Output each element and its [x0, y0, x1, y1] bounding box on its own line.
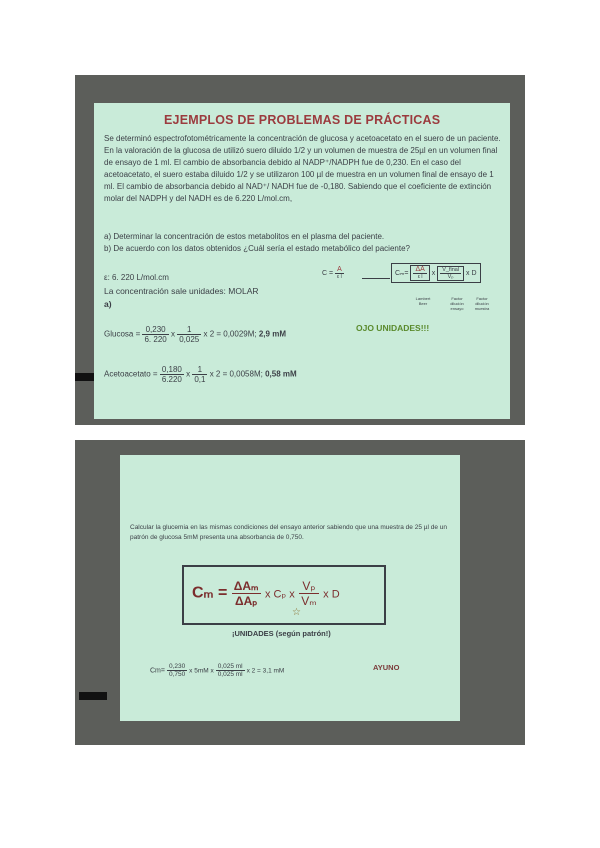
epsilon-value: ε: 6. 220 L/mol.cm — [104, 273, 169, 282]
glucosa-calc — [104, 325, 286, 344]
problem-statement: Se determinó espectrofotométricamente la concentración de glucosa y acetoacetato en el suero de un paciente. En la valoración de la glucosa de utilizó suero diluido 1/2 y un volumen de muestra de 25µl en un volumen final de ensayo de 1 ml. El cambio de absorbancia debido al NADP⁺/NADPH fue de 0,230. En el caso del acetoacetato, el suero estaba diluido 1/2 y se utilizaron 100 µl de muestra en un volumen final de ensayo de 1 ml. El cambio de absorbancia debido al NAD⁺/ NADH fue de -0,180. Sabiendo que el coeficiente de extinción molar del NADPH y del NADH es de 6.220 L/mol.cm, — [104, 134, 501, 203]
aceto-n2: 1 — [192, 365, 207, 375]
box-times: x — [431, 269, 436, 277]
box-fraction-2 — [437, 266, 464, 281]
formula-num2: Vₚ — [299, 579, 318, 594]
arrow-line — [362, 278, 390, 279]
ayuno-label: AYUNO — [373, 663, 400, 672]
calc-tail: x 2 = 3,1 mM — [246, 667, 285, 675]
box-den: ε l — [417, 274, 423, 280]
beer-lhs: C = — [322, 269, 334, 277]
slide-2 — [120, 455, 460, 721]
box-vnum: V_final — [442, 266, 460, 273]
beer-num: A — [335, 266, 344, 274]
aceto-tail: x 2 = 0,0058M; — [209, 369, 263, 379]
ojo-unidades: OJO UNIDADES!!! — [356, 323, 430, 333]
aceto-label: Acetoacetato = — [104, 369, 158, 379]
aceto-frac-1 — [160, 365, 184, 384]
aceto-n1: 0,180 — [161, 365, 182, 374]
beer-formula — [322, 266, 344, 280]
formula-mid: x Cₚ x — [265, 588, 295, 601]
glucosa-tail: x 2 = 0,0029M; — [203, 329, 257, 339]
formula-frac-1 — [232, 579, 261, 608]
star-icon: ☆ — [292, 607, 301, 618]
part-a-label: a) — [104, 299, 112, 309]
question-a: a) Determinar la concentración de estos metabolitos en el plasma del paciente. — [104, 232, 385, 241]
aceto-d2: 0,1 — [194, 375, 206, 384]
glucosa-x1: x — [170, 329, 175, 339]
glucosa-frac-2 — [177, 325, 201, 344]
aceto-frac-2 — [192, 365, 207, 384]
units-note-text: La concentración sale unidades: MOLAR — [104, 286, 259, 296]
formula-num1: ΔAₘ — [233, 579, 259, 593]
aceto-x1: x — [186, 369, 191, 379]
calc-frac-2 — [216, 663, 245, 678]
glucosa-result: 2,9 mM — [258, 329, 286, 339]
glucosa-frac-1 — [142, 325, 168, 344]
label-dil-ensayo: Factor dilución ensayo — [450, 296, 464, 311]
glucosa-n2: 1 — [177, 325, 201, 335]
slide-title: EJEMPLOS DE PROBLEMAS DE PRÁCTICAS — [164, 113, 441, 127]
box-lhs: Cₘ= — [395, 269, 409, 277]
slide-photo-1 — [75, 75, 525, 425]
acetoacetato-calc — [104, 365, 297, 384]
beer-fraction — [335, 266, 344, 280]
corrected-formula-box — [391, 263, 481, 283]
aceto-result: 0,58 mM — [265, 369, 297, 379]
glucosa-d1: 6. 220 — [144, 335, 167, 344]
glucosa-n1: 0,230 — [142, 325, 168, 335]
formula-lhs: Cₘ = — [192, 584, 228, 602]
calc-frac-1 — [167, 663, 187, 678]
box-fraction-1 — [410, 265, 429, 281]
beer-den: ε l — [337, 274, 342, 280]
formula-tail: x D — [323, 588, 340, 601]
formula-frac-2 — [299, 579, 318, 608]
calc-n1: 0,230 — [168, 663, 186, 670]
glucemia-calc — [150, 663, 284, 678]
box-vden: Vₚ — [447, 273, 454, 280]
calc-lhs: Cm= — [150, 667, 165, 675]
slide-photo-2 — [75, 440, 525, 745]
units-note-2: ¡UNIDADES (según patrón!) — [232, 629, 331, 638]
calc-d2: 0,025 ml — [217, 671, 243, 678]
glucosa-d2: 0,025 — [179, 335, 200, 344]
aceto-d1: 6.220 — [161, 375, 182, 384]
box-tail: x D — [466, 269, 477, 277]
formula-den2: Vₘ — [301, 594, 317, 608]
box-num: ΔA — [415, 266, 425, 273]
slide-1 — [94, 103, 510, 419]
question-b: b) De acuerdo con los datos obtenidos ¿Cuál sería el estado metabólico del paciente? — [104, 244, 410, 253]
calc-mid: x 5mM x — [189, 667, 214, 675]
units-note — [104, 286, 259, 296]
label-dil-muestra: Factor dilución muestra — [474, 296, 490, 311]
main-formula-box — [182, 565, 386, 625]
calc-n2: 0,025 ml — [217, 663, 243, 670]
projector-clip — [79, 692, 107, 700]
label-lambert: Lambert Beer — [415, 296, 431, 306]
calc-d1: 0,750 — [168, 671, 186, 678]
formula-den1: ΔAₚ — [234, 594, 258, 608]
glucemia-statement: Calcular la glucemia en las mismas condiciones del ensayo anterior sabiendo que una muestra de 25 µl de un patrón de glucosa 5mM presenta una absorbancia de 0,750. — [130, 524, 448, 541]
main-formula — [192, 579, 340, 608]
glucosa-label: Glucosa = — [104, 329, 141, 339]
